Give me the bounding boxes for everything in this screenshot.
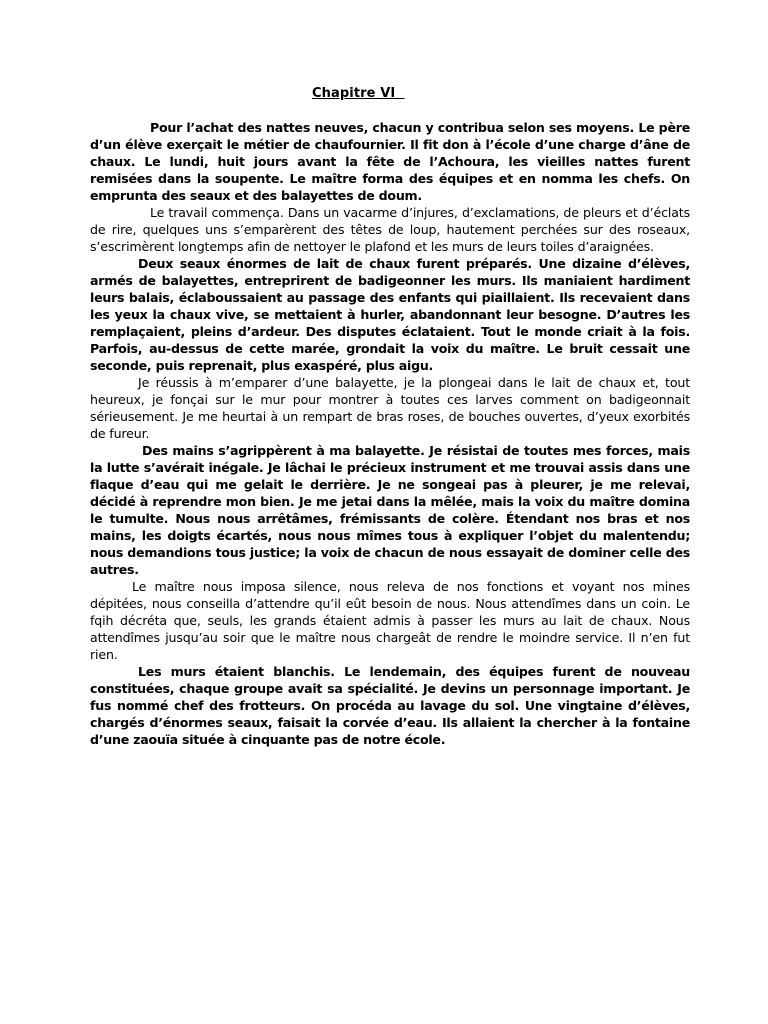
paragraph: Les murs étaient blanchis. Le lendemain, des équipes furent de nouveau constituées, chaque groupe avait sa spécialité. Je devins un personnage important. Je fus nommé chef des frotteurs. On procéda au lavage du sol. Une vingtaine d’élèves, chargés d’énormes seaux, faisait la corvée d’eau. Ils allaient la chercher à la fontaine d’une zaouïa située à cinquante pas de notre école. <box>90 664 690 747</box>
chapter-title: Chapitre VI <box>312 86 405 101</box>
paragraph: Le travail commença. Dans un vacarme d’injures, d’exclamations, de pleurs et d’éclats de rire, quelques uns s’emparèrent des têtes de loup, hautement perchées sur des roseaux, s’escrimèrent longtemps afin de nettoyer le plafond et les murs de leurs toiles d’araignées. <box>90 205 690 254</box>
paragraph: Deux seaux énormes de lait de chaux furent préparés. Une dizaine d’élèves, armés de balayettes, entreprirent de badigeonner les murs. Ils maniaient hardiment leurs balais, éclaboussaient au passage des enfants qui piaillaient. Ils recevaient dans les yeux la chaux vive, se mettaient à hurler, abandonnant leur besogne. D’autres les remplaçaient, pleins d’ardeur. Des disputes éclataient. Tout le monde criait à la fois. Parfois, au-dessus de cette marée, grondait la voix du maître. Le bruit cessait une seconde, puis reprenait, plus exaspéré, plus aigu. <box>90 256 690 373</box>
paragraph: Des mains s’agrippèrent à ma balayette. Je résistai de toutes mes forces, mais la lutte s’avérait inégale. Je lâchai le précieux instrument et me trouvai assis dans une flaque d’eau qui me gelait le derrière. Je ne songeai pas à pleurer, je me relevai, décidé à reprendre mon bien. Je me jetai dans la mêlée, mais la voix du maître domina le tumulte. Nous nous arrêtâmes, frémissants de colère. Étendant nos bras et nos mains, les doigts écartés, nous nous mîmes tous à expliquer l’objet du malentendu; nous demandions tous justice; la voix de chacun de nous essayait de dominer celle des autres. <box>90 443 690 577</box>
chapter-body <box>90 119 690 748</box>
paragraph: Je réussis à m’emparer d’une balayette, je la plongeai dans le lait de chaux et, tout heureux, je fonçai sur le mur pour montrer à toutes ces larves comment on badigeonnait sérieusement. Je me heurtai à un rempart de bras roses, de bouches ouvertes, d’yeux exorbités de fureur. <box>90 375 690 441</box>
paragraph: Le maître nous imposa silence, nous releva de nos fonctions et voyant nos mines dépitées, nous conseilla d’attendre qu’il eût besoin de nous. Nous attendîmes dans un coin. Le fqih décréta que, seuls, les grands étaient admis à passer les murs au lait de chaux. Nous attendîmes jusqu’au soir que le maître nous chargeât de rendre le moindre service. Il n’en fut rien. <box>90 579 690 662</box>
paragraph: Pour l’achat des nattes neuves, chacun y contribua selon ses moyens. Le père d’un élève exerçait le métier de chaufournier. Il fit don à l’école d’une charge d’âne de chaux. Le lundi, huit jours avant la fête de l’Achoura, les vieilles nattes furent remisées dans la soupente. Le maître forma des équipes et en nomma les chefs. On emprunta des seaux et des balayettes de doum. <box>90 120 690 203</box>
